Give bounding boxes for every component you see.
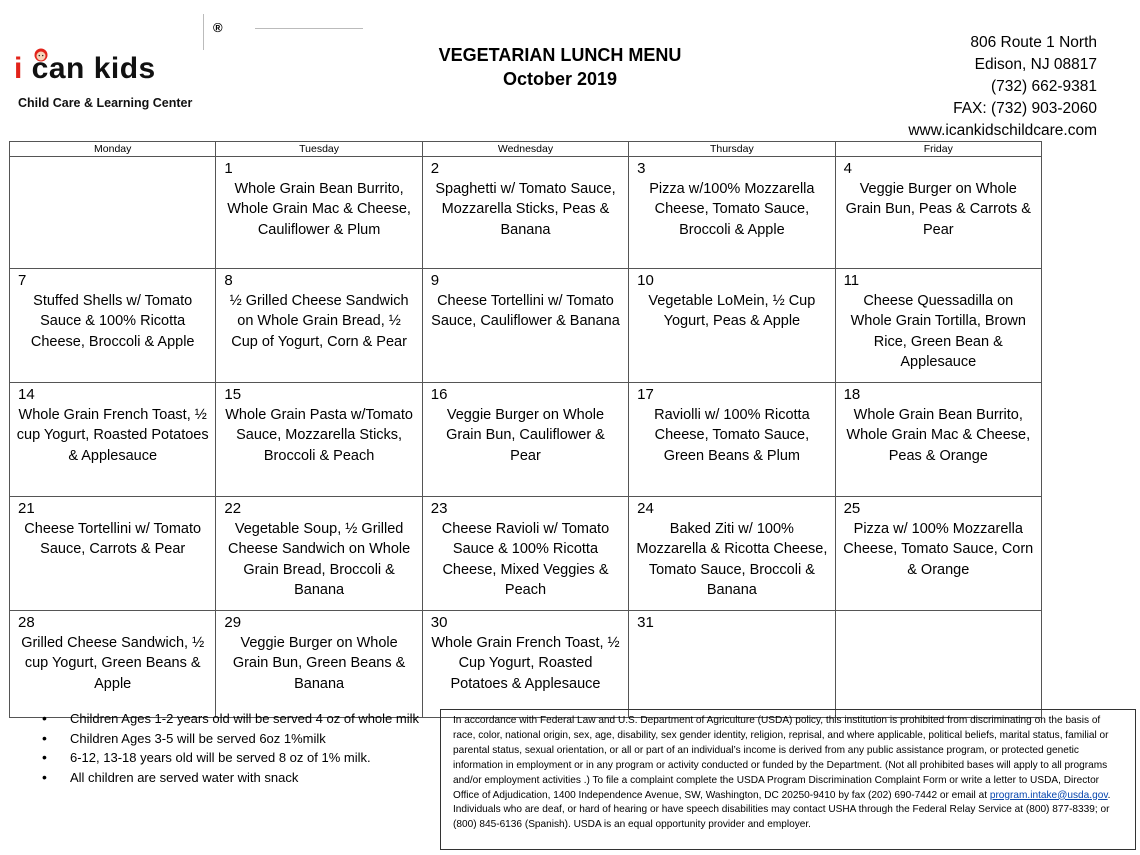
fax-number: FAX: (732) 903-2060: [953, 100, 1097, 117]
day-number: 21: [18, 500, 35, 517]
day-cell: [835, 383, 1041, 497]
day-cell: [10, 497, 216, 611]
note-item: • Children Ages 1-2 years old will be served 4 oz of whole milk: [42, 709, 419, 729]
logo-subtitle: Child Care & Learning Center: [18, 96, 193, 110]
day-menu: Stuffed Shells w/ Tomato Sauce & 100% Ricotta Cheese, Broccoli & Apple: [30, 293, 195, 350]
usda-email-link[interactable]: program.intake@usda.gov: [989, 789, 1108, 801]
day-header: Tuesday: [216, 142, 422, 157]
day-number: 28: [18, 614, 35, 631]
day-cell: [629, 611, 835, 718]
day-header: Monday: [10, 142, 216, 157]
week-row: [10, 383, 1042, 497]
day-number: 4: [843, 160, 852, 177]
logo-frame-line-top: [255, 28, 363, 29]
day-menu: Spaghetti w/ Tomato Sauce, Mozzarella Sticks, Peas & Banana: [435, 181, 616, 238]
day-cell: [10, 269, 216, 383]
day-menu: Cheese Tortellini w/ Tomato Sauce, Carrots & Pear: [24, 521, 202, 558]
address-city: Edison, NJ 08817: [974, 56, 1097, 73]
website-link[interactable]: www.icankidschildcare.com: [908, 122, 1097, 139]
week-row: [10, 157, 1042, 269]
week-row: [10, 497, 1042, 611]
day-number: 17: [637, 386, 654, 403]
day-menu: Pizza w/100% Mozzarella Cheese, Tomato Sauce, Broccoli & Apple: [649, 181, 815, 238]
day-menu: Cheese Ravioli w/ Tomato Sauce & 100% Ricotta Cheese, Mixed Veggies & Peach: [441, 521, 610, 598]
day-number: 2: [430, 160, 440, 177]
day-cell: [629, 383, 835, 497]
day-number: 18: [843, 386, 861, 403]
day-number: 31: [637, 614, 654, 631]
day-number: 22: [224, 500, 242, 517]
day-cell: [422, 383, 628, 497]
address-street: 806 Route 1 North: [970, 34, 1097, 51]
logo: [14, 48, 226, 118]
day-number: 3: [637, 160, 646, 177]
page-title: [380, 43, 740, 91]
day-cell: [835, 269, 1041, 383]
day-number: 23: [430, 500, 448, 517]
day-number: 29: [224, 614, 242, 631]
note-item: • All children are served water with snack: [42, 768, 419, 788]
day-menu: Cheese Tortellini w/ Tomato Sauce, Cauliflower & Banana: [431, 293, 620, 330]
day-header: Thursday: [629, 142, 835, 157]
logo-wordmark-rest: can kids: [22, 52, 156, 85]
day-number: 10: [637, 272, 654, 289]
day-cell: [10, 157, 216, 269]
menu-month: October 2019: [502, 69, 618, 89]
day-number: 7: [18, 272, 27, 289]
menu-calendar: [9, 141, 1042, 718]
day-cell: [216, 157, 422, 269]
day-number: 9: [430, 272, 440, 289]
day-menu: Whole Grain French Toast, ½ Cup Yogurt, Roasted Potatoes & Applesauce: [431, 635, 620, 692]
day-cell: [629, 269, 835, 383]
day-number: 14: [18, 386, 35, 403]
day-menu: Vegetable LoMein, ½ Cup Yogurt, Peas & Apple: [648, 293, 816, 330]
day-menu: Vegetable Soup, ½ Grilled Cheese Sandwich on Whole Grain Bread, Broccoli & Banana: [228, 521, 411, 598]
day-menu: ½ Grilled Cheese Sandwich on Whole Grain Bread, ½ Cup of Yogurt, Corn & Pear: [229, 293, 409, 350]
week-row: [10, 611, 1042, 718]
day-cell: [216, 269, 422, 383]
day-menu: Raviolli w/ 100% Ricotta Cheese, Tomato Sauce, Green Beans & Plum: [654, 407, 810, 464]
day-cell: [422, 497, 628, 611]
day-number: 11: [843, 272, 860, 289]
day-menu: Whole Grain Bean Burrito, Whole Grain Mac & Cheese, Cauliflower & Plum: [227, 181, 411, 238]
day-menu: Cheese Quessadilla on Whole Grain Tortilla, Brown Rice, Green Bean & Applesauce: [850, 293, 1026, 370]
disclaimer-text-end: . Individuals who are deaf, or hard of hearing or have speech disabilities may contact USHA through the Federal Relay Service at (800) 877-8339; or (800) 845-6136 (Spanish). USDA is an equal opportunity provider and employer.: [453, 789, 1111, 831]
day-menu: Whole Grain French Toast, ½ cup Yogurt, Roasted Potatoes & Applesauce: [16, 407, 209, 464]
day-cell: [835, 611, 1041, 718]
day-menu: Whole Grain Pasta w/Tomato Sauce, Mozzarella Sticks, Broccoli & Peach: [225, 407, 413, 464]
day-menu: Baked Ziti w/ 100% Mozzarella & Ricotta Cheese, Tomato Sauce, Broccoli & Banana: [636, 521, 828, 598]
contact-info: [908, 32, 1097, 142]
day-cell: [629, 157, 835, 269]
day-cell: [422, 611, 628, 718]
day-cell: [10, 383, 216, 497]
usda-disclaimer: [440, 709, 1136, 850]
day-cell: [629, 497, 835, 611]
note-item: • 6-12, 13-18 years old will be served 8 oz of 1% milk.: [42, 748, 419, 768]
day-menu: Grilled Cheese Sandwich, ½ cup Yogurt, Green Beans & Apple: [21, 635, 205, 692]
day-number: 25: [843, 500, 861, 517]
day-number: 1: [224, 160, 233, 177]
day-menu: Pizza w/ 100% Mozzarella Cheese, Tomato Sauce, Corn & Orange: [843, 521, 1034, 578]
day-cell: [835, 497, 1041, 611]
logo-wordmark-i: i: [14, 52, 23, 85]
day-number: 30: [430, 614, 448, 631]
day-cell: [216, 383, 422, 497]
day-number: [10, 157, 215, 178]
day-menu: Whole Grain Bean Burrito, Whole Grain Mac & Cheese, Peas & Orange: [846, 407, 1031, 464]
logo-wordmark: [14, 52, 156, 86]
logo-frame-line: [203, 14, 204, 50]
day-number: 8: [224, 272, 233, 289]
day-cell: [422, 157, 628, 269]
day-cell: [422, 269, 628, 383]
calendar-header-row: [10, 142, 1042, 157]
day-menu: Veggie Burger on Whole Grain Bun, Peas & Carrots & Pear: [845, 181, 1031, 238]
menu-title: VEGETARIAN LUNCH MENU: [438, 45, 682, 65]
day-number: [836, 611, 1041, 632]
day-header: Wednesday: [422, 142, 628, 157]
day-menu: Veggie Burger on Whole Grain Bun, Green Beans & Banana: [232, 635, 406, 692]
day-number: 24: [637, 500, 654, 517]
milk-notes: [42, 709, 419, 787]
registered-mark: ®: [213, 20, 223, 35]
day-number: 16: [430, 386, 448, 403]
day-cell: [835, 157, 1041, 269]
day-menu: Veggie Burger on Whole Grain Bun, Cauliflower & Pear: [446, 407, 605, 464]
phone-number: (732) 662-9381: [991, 78, 1097, 95]
day-number: 15: [224, 386, 242, 403]
day-cell: [216, 497, 422, 611]
note-item: • Children Ages 3-5 will be served 6oz 1%milk: [42, 729, 419, 749]
day-cell: [10, 611, 216, 718]
day-cell: [216, 611, 422, 718]
week-row: [10, 269, 1042, 383]
disclaimer-text: In accordance with Federal Law and U.S. Department of Agriculture (USDA) policy, this institution is prohibited from discriminating on the basis of race, color, national origin, sex, age, disability, sex gender identity, religion, reprisal, and where applicable, political beliefs, marital status, familial or parental status, sexual orientation, or all or part of an individual’s income is derived from any public assistance program, or protected genetic information in employment or in any program or activity conducted or funded by the Department. (Not all prohibited bases will apply to all programs and/or employment activities .) To file a complaint complete the USDA Program Discrimination Complaint Form or write a letter to USDA, Director Office of Adjudication, 1400 Independence Avenue, SW, Washington, DC 20250-9410 by fax (202) 690-7442 or email at: [453, 715, 1109, 801]
day-header: Friday: [835, 142, 1041, 157]
